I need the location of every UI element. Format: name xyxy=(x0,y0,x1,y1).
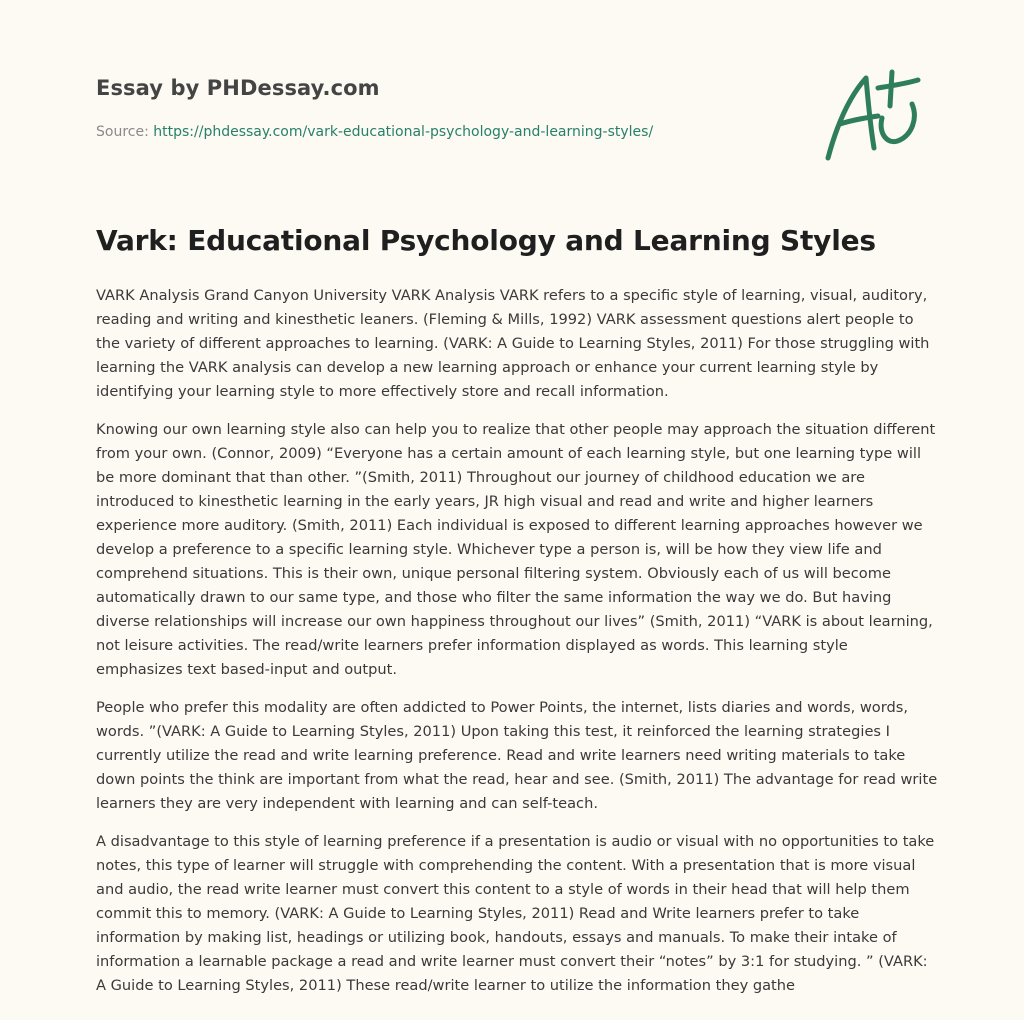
paragraph: People who prefer this modality are often addicted to Power Points, the internet, lists diaries and words, words, words. ”(VARK: A Guide to Learning Styles, 2011) Upon taking this test, it reinforced the learning strategies I currently utilize the read and write learning preference. Read and write learners need writing materials to take down points the think are important from what the read, hear and see. (Smith, 2011) The advantage for read write learners they are very independent with learning and can self-teach. xyxy=(96,699,938,812)
a-plus-grade-icon xyxy=(818,66,930,166)
paragraph: VARK Analysis Grand Canyon University VARK Analysis VARK refers to a specific style of learning, visual, auditory, reading and writing and kinesthetic leaners. (Fleming & Mills, 1992) VARK assessment questions alert people to the variety of different approaches to learning. (VARK: A Guide to Learning Styles, 2011) For those struggling with learning the VARK analysis can develop a new learning approach or enhance your current learning style by identifying your learning style to more effectively store and recall information. xyxy=(96,287,930,400)
paragraph: Knowing our own learning style also can help you to realize that other people may approach the situation different from your own. (Connor, 2009) “Everyone has a certain amount of each learning style, but one learning type will be more dominant that than other. ”(Smith, 2011) Throughout our journey of childhood education we are introduced to kinesthetic learning in the early years, JR high visual and read and write and higher learners experience more auditory. (Smith, 2011) Each individual is exposed to different learning approaches however we develop a preference to a specific learning style. Whichever type a person is, will be how they view life and comprehend situations. This is their own, unique personal filtering system. Obviously each of us will become automatically drawn to our same type, and those who filter the same information the way we do. But having diverse relationships will increase our own happiness throughout our lives” (Smith, 2011) “VARK is about learning, not leisure activities. The read/write learners prefer information displayed as words. This learning style emphasizes text based-input and output. xyxy=(96,421,936,678)
source-link[interactable]: https://phdessay.com/vark-educational-psychology-and-learning-styles/ xyxy=(153,124,654,140)
article-body xyxy=(96,284,938,1012)
article-title: Vark: Educational Psychology and Learning Styles xyxy=(96,224,876,257)
paragraph: A disadvantage to this style of learning preference if a presentation is audio or visual with no opportunities to take notes, this type of learner will struggle with comprehending the content. With a presentation that is more visual and audio, the read write learner must convert this content to a style of words in their head that will help them commit this to memory. (VARK: A Guide to Learning Styles, 2011) Read and Write learners prefer to take information by making list, headings or utilizing book, handouts, essays and manuals. To make their intake of information a learnable package a read and write learner must convert their “notes” by 3:1 for studying. ” (VARK: A Guide to Learning Styles, 2011) These read/write learner to utilize the information they gathe xyxy=(96,833,935,994)
source-label: Source: xyxy=(96,124,154,140)
source-line xyxy=(96,124,653,140)
site-brand: Essay by PHDessay.com xyxy=(96,76,380,100)
